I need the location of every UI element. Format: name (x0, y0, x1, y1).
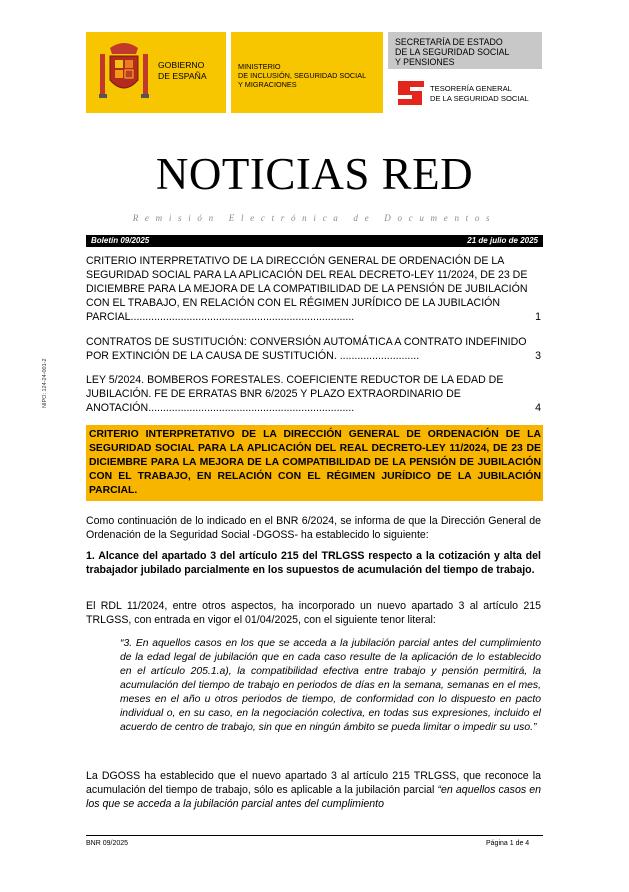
toc-entry-page: 3 (531, 349, 541, 363)
toc-entry-page: 4 (531, 401, 541, 415)
toc-entry-text: LEY 5/2024. BOMBEROS FORESTALES. COEFICIENTE REDUCTOR DE LA EDAD DE JUBILACIÓN. FE DE ERRATAS BNR 6/2025 Y PLAZO EXTRAORDINARIO DE ANOTACIÓN. (86, 374, 504, 414)
tesoreria-label: TESORERÍA GENERAL DE LA SEGURIDAD SOCIAL (430, 84, 529, 103)
coat-of-arms-icon (96, 40, 152, 104)
toc-entry-1[interactable]: CRITERIO INTERPRETATIVO DE LA DIRECCIÓN GENERAL DE ORDENACIÓN DE LA SEGURIDAD SOCIAL PARA LA APLICACIÓN DEL REAL DECRETO-LEY 11/2024, DE 23 DE DICIEMBRE PARA LA MEJORA DE LA COMPATIBILIDAD DE LA PENSIÓN DE JUBILACIÓN CON EL TRABAJO, EN RELACIÓN CON EL RÉGIMEN JURÍDICO DE LA JUBILACIÓN PARCIAL............................................................................ 1 (86, 255, 541, 323)
bulletin-date: 21 de julio de 2025 (467, 236, 538, 245)
footer-page-number: Página 1 de 4 (486, 840, 530, 847)
body-paragraph-2 (86, 769, 541, 811)
legal-quote: “3. En aquellos casos en los que se acceda a la jubilación parcial antes del cumplimiento de la edad legal de jubilación que en cada caso resulte de la aplicación de lo establecido en el artículo 205.1.a), la compatibilidad efectiva entre trabajo y pensión permitirá, la acumulación del tiempo de trabajo en periodos de días en la semana, semanas en el mes, meses en el año u otros periodos de tiempo, de conformidad con lo dispuesto en pacto individual o, en su caso, en la negociación colectiva, en todas sus expresiones, incluido el acuerdo de centro de trabajo, sin que en ningún ámbito se pueda limitar o impedir su uso.” (120, 638, 541, 733)
ministerio-label: MINISTERIO DE INCLUSIÓN, SEGURIDAD SOCIAL Y MIGRACIONES (238, 62, 367, 89)
section-heading: CRITERIO INTERPRETATIVO DE LA DIRECCIÓN GENERAL DE ORDENACIÓN DE LA SEGURIDAD SOCIAL PARA LA APLICACIÓN DEL REAL DECRETO-LEY 11/2024, DE 23 DE DICIEMBRE PARA LA MEJORA DE LA COMPATIBILIDAD DE LA PENSIÓN DE JUBILACIÓN CON EL TRABAJO, EN RELACIÓN CON EL RÉGIMEN JURÍDICO DE LA JUBILACIÓN PARCIAL. (89, 429, 541, 496)
subsection-heading: 1. Alcance del apartado 3 del artículo 215 del TRLGSS respecto a la cotización y alta del trabajador jubilado parcialmente en los supuestos de acumulación del tiempo de trabajo. (86, 550, 541, 576)
toc-entry-2[interactable]: CONTRATOS DE SUSTITUCIÓN: CONVERSIÓN AUTOMÁTICA A CONTRATO INDEFINIDO POR EXTINCIÓN DE LA CAUSA DE SUSTITUCIÓN. ........................... 3 (86, 336, 541, 362)
toc-entry-3[interactable]: LEY 5/2024. BOMBEROS FORESTALES. COEFICIENTE REDUCTOR DE LA EDAD DE JUBILACIÓN. FE DE ERRATAS BNR 6/2025 Y PLAZO EXTRAORDINARIO DE ANOTACIÓN...................................................................... 4 (86, 374, 541, 414)
nipo-code: NIPO: 124-24-001-2 (42, 358, 48, 408)
footer-rule (86, 835, 543, 836)
toc-entry-text: CONTRATOS DE SUSTITUCIÓN: CONVERSIÓN AUTOMÁTICA A CONTRATO INDEFINIDO POR EXTINCIÓN DE LA CAUSA DE SUSTITUCIÓN. (86, 336, 527, 362)
body-paragraph-1: El RDL 11/2024, entre otros aspectos, ha incorporado un nuevo apartado 3 al artículo 215 TRLGSS, con entrada en vigor el 01/04/2025, con el siguiente tenor literal: (86, 600, 541, 626)
toc-entry-text: CRITERIO INTERPRETATIVO DE LA DIRECCIÓN GENERAL DE ORDENACIÓN DE LA SEGURIDAD SOCIAL PARA LA APLICACIÓN DEL REAL DECRETO-LEY 11/2024, DE 23 DE DICIEMBRE PARA LA MEJORA DE LA COMPATIBILIDAD DE LA PENSIÓN DE JUBILACIÓN CON EL TRABAJO, EN RELACIÓN CON EL RÉGIMEN JURÍDICO DE LA JUBILACIÓN PARCIAL. (86, 255, 528, 323)
page-title: NOTICIAS RED (155, 149, 474, 199)
tgss-logo-icon (396, 79, 426, 107)
gobierno-label: GOBIERNO DE ESPAÑA (158, 60, 207, 81)
toc-entry-page: 1 (531, 310, 541, 324)
intro-paragraph: Como continuación de lo indicado en el BNR 6/2024, se informa de que la Dirección General de Ordenación de la Seguridad Social -DGOSS- ha establecido lo siguiente: (86, 515, 541, 541)
body-paragraph-2-text: La DGOSS ha establecido que el nuevo apartado 3 al artículo 215 TRLGSS, que reconoce la acumulación del tiempo de trabajo, sólo es aplicable a la jubilación parcial (86, 770, 541, 796)
secretaria-label: SECRETARÍA DE ESTADO DE LA SEGURIDAD SOCIAL Y PENSIONES (395, 37, 510, 67)
bulletin-number: Boletín 09/2025 (91, 236, 150, 245)
page-subtitle: Remisión Electrónica de Documentos (132, 213, 497, 223)
bulletin-bar (86, 235, 543, 247)
footer-bulletin: BNR 09/2025 (86, 840, 129, 847)
body-paragraph-2-italic: “en aquellos casos en los que se acceda a la jubilación parcial antes del cumplimiento (86, 784, 542, 810)
